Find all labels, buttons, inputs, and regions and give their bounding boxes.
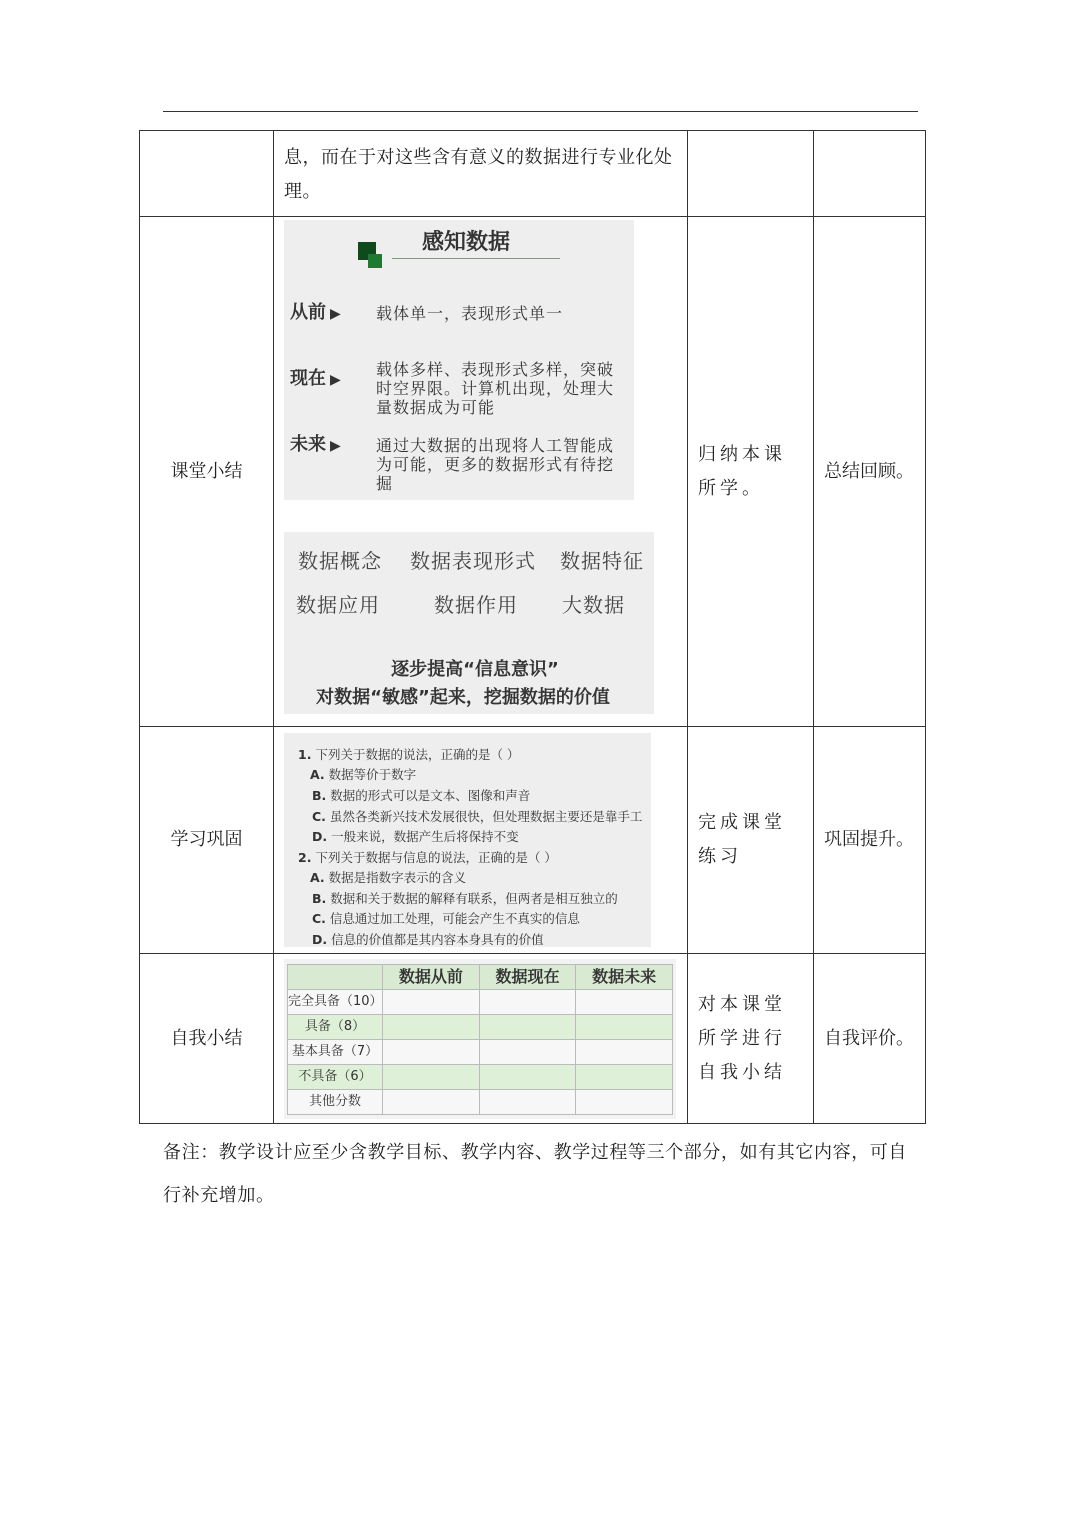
rating-cell[interactable] — [383, 1014, 480, 1039]
table-row — [140, 727, 926, 954]
option: C. 虽然各类新兴技术发展很快，但处理数据主要还是靠手工 — [312, 809, 643, 824]
content-cell — [274, 954, 688, 1124]
text-past: 载体单一，表现形式单一 — [376, 303, 564, 323]
content-text: 息，而在于对这些含有意义的数据进行专业化处理。 — [284, 146, 673, 202]
rating-cell[interactable] — [576, 1014, 673, 1039]
keyword: 数据特征 — [560, 548, 644, 573]
option: B. 数据和关于数据的解释有联系，但两者是相互独立的 — [312, 891, 618, 906]
rating-cell[interactable] — [479, 989, 576, 1014]
rating-row-label: 其他分数 — [288, 1089, 383, 1114]
rating-cell[interactable] — [576, 989, 673, 1014]
rating-table — [287, 964, 673, 1115]
rating-corner — [288, 964, 383, 989]
keyword: 数据表现形式 — [410, 548, 536, 573]
label-now: 现在 ▶ — [290, 367, 341, 389]
rating-row-label: 不具备（6） — [288, 1064, 383, 1089]
stage-cell: 自我小结 — [140, 954, 274, 1124]
rating-cell[interactable] — [576, 1089, 673, 1114]
rating-col-header: 数据未来 — [576, 964, 673, 989]
rating-slide — [284, 959, 676, 1119]
rating-col-header: 数据从前 — [383, 964, 480, 989]
table-row — [140, 954, 926, 1124]
title-underline — [392, 258, 560, 259]
rating-cell[interactable] — [479, 1014, 576, 1039]
play-icon: ▶ — [330, 371, 341, 388]
option: D. 信息的价值都是其内容本身具有的价值 — [312, 932, 544, 947]
content-cell — [274, 727, 688, 954]
quiz-slide — [284, 733, 651, 947]
play-icon: ▶ — [330, 305, 341, 322]
text-future: 通过大数据的出现将人工智能成为可能，更多的数据形式有待挖掘 — [376, 435, 615, 493]
header-rule — [163, 111, 918, 112]
keyword: 数据应用 — [296, 592, 380, 617]
option: A. 数据是指数字表示的含义 — [310, 870, 467, 885]
teacher-cell — [688, 131, 814, 217]
rating-cell[interactable] — [479, 1039, 576, 1064]
slide-icon — [368, 254, 382, 268]
play-icon: ▶ — [330, 437, 341, 454]
rating-cell[interactable] — [383, 989, 480, 1014]
option: C. 信息通过加工处理，可能会产生不真实的信息 — [312, 911, 580, 926]
option: A. 数据等价于数字 — [310, 767, 417, 782]
stage-cell — [140, 131, 274, 217]
rating-row-label: 完全具备（10） — [288, 989, 383, 1014]
intent-cell: 巩固提升。 — [814, 727, 926, 954]
content-cell — [274, 217, 688, 727]
table-row — [140, 217, 926, 727]
teacher-cell: 对本课堂所学进行自我小结 — [688, 954, 814, 1124]
text-now: 载体多样、表现形式多样，突破时空界限。计算机出现，处理大量数据成为可能 — [376, 359, 615, 417]
label-past: 从前 ▶ — [290, 301, 341, 323]
question: 1. 下列关于数据的说法，正确的是（ ） — [298, 747, 520, 762]
rating-cell[interactable] — [479, 1089, 576, 1114]
summary-slide — [284, 220, 634, 500]
slogan-line-1: 逐步提高“信息意识” — [391, 658, 559, 680]
option: D. 一般来说，数据产生后将保持不变 — [312, 829, 519, 844]
teacher-cell: 完成课堂练习 — [688, 727, 814, 954]
rating-cell[interactable] — [479, 1064, 576, 1089]
intent-cell — [814, 131, 926, 217]
intent-cell: 总结回顾。 — [814, 217, 926, 727]
slide-title: 感知数据 — [422, 229, 511, 255]
rating-row-label: 具备（8） — [288, 1014, 383, 1039]
footnote: 备注：教学设计应至少含教学目标、教学内容、教学过程等三个部分，如有其它内容，可自行补充增加。 — [163, 1142, 907, 1206]
rating-cell[interactable] — [383, 1064, 480, 1089]
question: 2. 下列关于数据与信息的说法，正确的是（ ） — [298, 850, 557, 865]
rating-cell[interactable] — [576, 1064, 673, 1089]
keyword: 大数据 — [562, 592, 625, 617]
slogan-line-2: 对数据“敏感”起来，挖掘数据的价值 — [316, 686, 610, 708]
rating-cell[interactable] — [383, 1039, 480, 1064]
teacher-cell: 归纳本课所学。 — [688, 217, 814, 727]
rating-cell[interactable] — [576, 1039, 673, 1064]
stage-cell: 课堂小结 — [140, 217, 274, 727]
content-cell — [274, 131, 688, 217]
keyword: 数据概念 — [298, 548, 382, 573]
rating-col-header: 数据现在 — [479, 964, 576, 989]
keywords-slide — [284, 532, 654, 714]
rating-row-label: 基本具备（7） — [288, 1039, 383, 1064]
rating-cell[interactable] — [383, 1089, 480, 1114]
table-row — [140, 131, 926, 217]
label-future: 未来 ▶ — [290, 433, 341, 455]
stage-cell: 学习巩固 — [140, 727, 274, 954]
option: B. 数据的形式可以是文本、图像和声音 — [312, 788, 531, 803]
keyword: 数据作用 — [434, 592, 518, 617]
lesson-table — [139, 130, 926, 1124]
intent-cell: 自我评价。 — [814, 954, 926, 1124]
